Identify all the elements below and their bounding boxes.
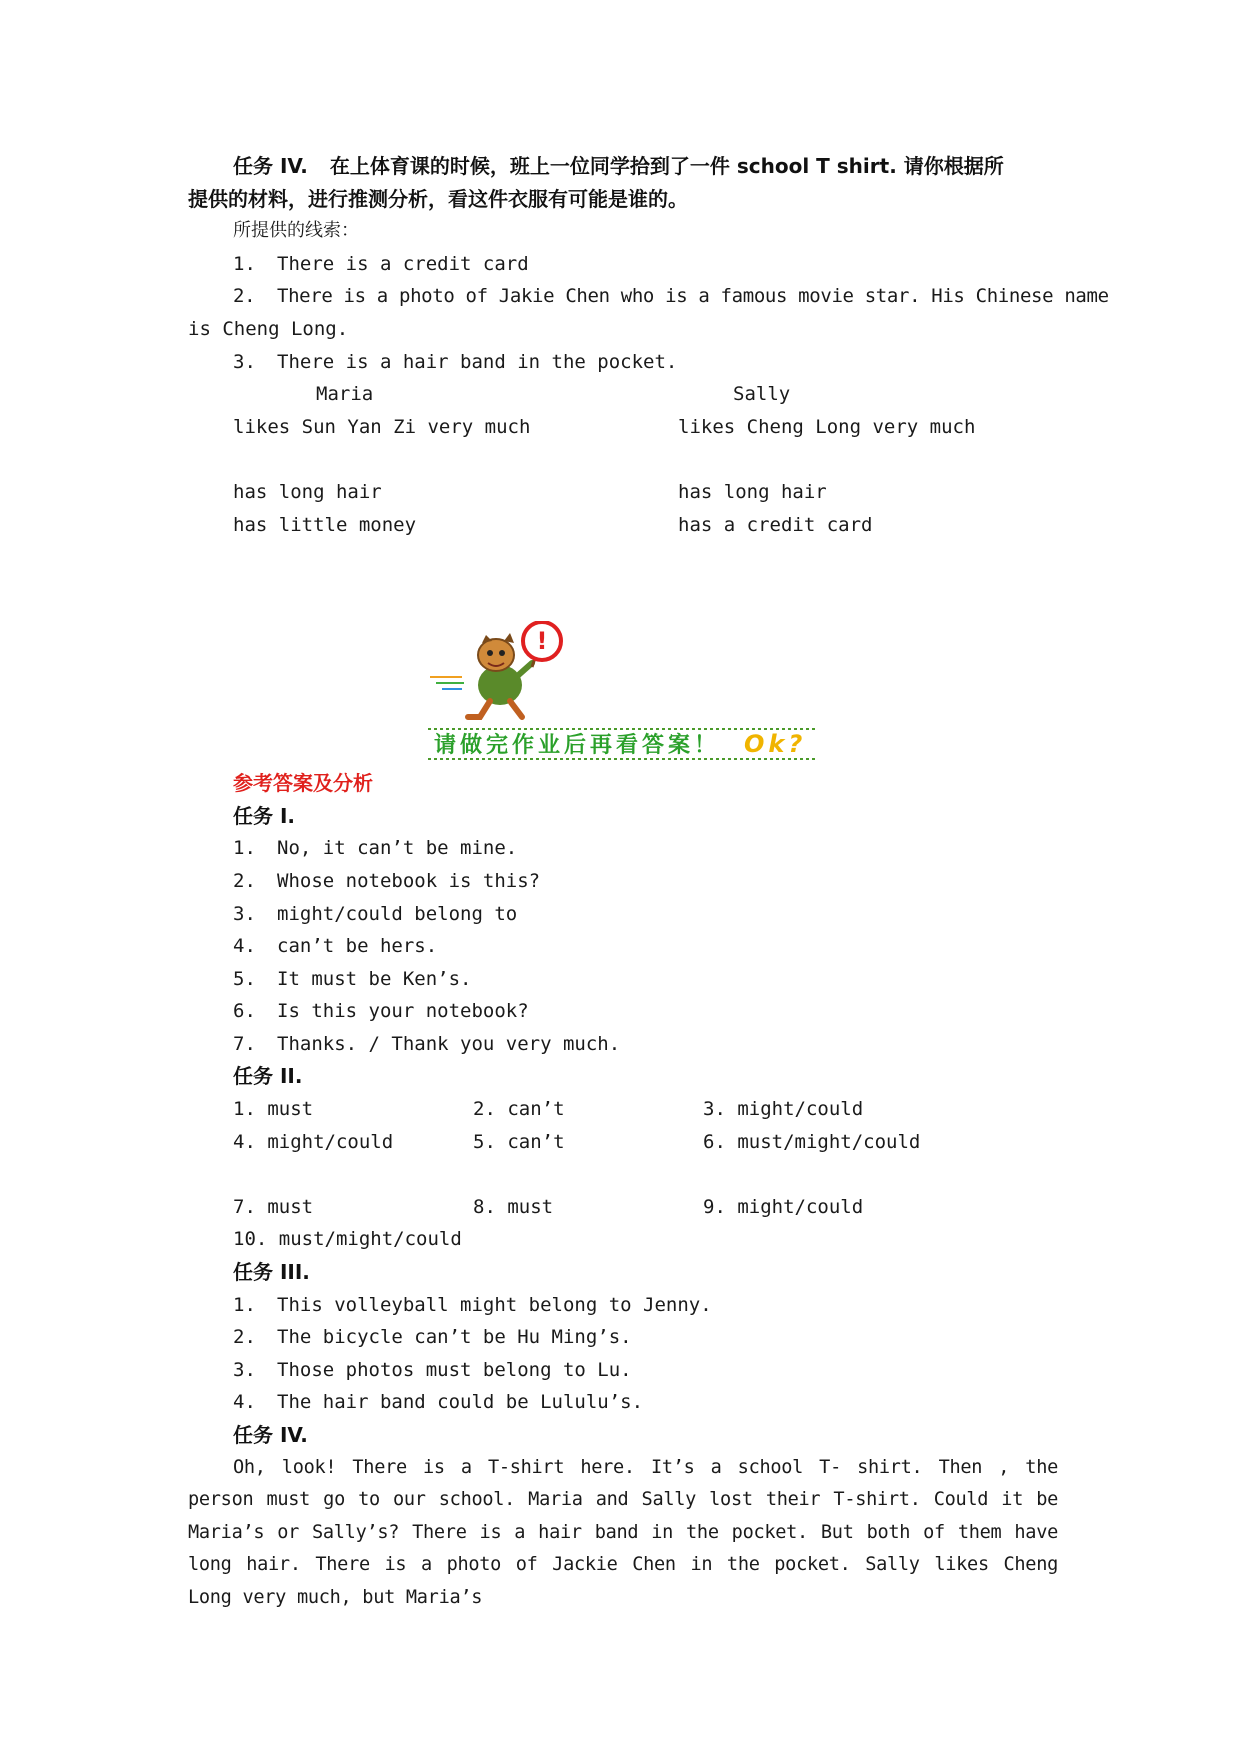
clues-label: 所提供的线索： [233, 220, 359, 242]
section4-title: 任务 IV. [233, 1423, 308, 1447]
task4-heading-line2: 提供的材料，进行推测分析，看这件衣服有可能是谁的。 [188, 186, 688, 211]
maria-trait: likes Sun Yan Zi very much [233, 415, 531, 438]
task4-instruction-1: 在上体育课的时候，班上一位同学拾到了一件 school T shirt. 请你根据所 [329, 154, 1004, 178]
trait-row [188, 476, 1058, 509]
section4-paragraph: Oh, look! There is a T-shirt here. It’s a school T- shirt. Then , the person must go to our school. Maria and Sally lost their T-shirt. Could it be Maria’s or Sally’s? There is a hair band in the pocket. But both of them have long hair. There is a photo of Jackie Chen in the pocket. Sally likes Cheng Long very much, but Maria’s [188, 1456, 1058, 1608]
task4-heading-line1 [188, 150, 1058, 183]
banner-ok: Ok? [744, 730, 807, 759]
clue-item: 2. There is a photo of Jakie Chen who is a famous movie star. His Chinese name [233, 285, 1109, 308]
clue-item: 3. There is a hair band in the pocket. [233, 350, 678, 373]
answer-grid-row: 1. must 2. can’t 3. might/could [233, 1098, 864, 1121]
answer-item: 7. Thanks. / Thank you very much. [233, 1032, 621, 1055]
maria-trait: has long hair [233, 480, 382, 503]
answer-item: 5. It must be Ken’s. [233, 967, 472, 990]
blank-line [188, 443, 1058, 476]
section1-title: 任务 I. [233, 803, 296, 828]
sally-trait: has long hair [678, 480, 827, 503]
answer-grid-row: 4. might/could 5. can’t 6. must/might/could [233, 1130, 921, 1153]
task4-label: 任务 IV. [233, 154, 308, 178]
blank-line [188, 1158, 1058, 1191]
trait-row [188, 411, 1058, 444]
banner-text: 请做完作业后再看答案！ [434, 733, 721, 759]
clue-item-continuation: is Cheng Long. [188, 317, 349, 340]
answer-item: 2. Whose notebook is this? [233, 869, 541, 892]
answer-grid-row: 10. must/might/could [233, 1228, 462, 1251]
sally-name: Sally [733, 383, 791, 406]
answers-title: 参考答案及分析 [233, 771, 373, 796]
cartoon-character-illustration [428, 621, 818, 761]
answer-item: 6. Is this your notebook? [233, 1000, 529, 1023]
maria-name: Maria [316, 383, 374, 406]
homework-reminder-banner [188, 621, 1058, 761]
section2-title: 任务 II. [233, 1064, 303, 1089]
answer-grid-row: 7. must 8. must 9. might/could [233, 1195, 864, 1218]
answer-item: 2. The bicycle can’t be Hu Ming’s. [233, 1326, 632, 1349]
answer-item: 1. This volleyball might belong to Jenny. [233, 1293, 712, 1316]
section3-title: 任务 III. [233, 1260, 310, 1285]
sally-trait: likes Cheng Long very much [678, 415, 976, 438]
sally-trait: has a credit card [678, 513, 873, 536]
answer-item: 4. The hair band could be Lululu’s. [233, 1391, 644, 1414]
maria-trait: has little money [233, 513, 417, 536]
answer-item: 3. Those photos must belong to Lu. [233, 1358, 632, 1381]
answer-item: 4. can’t be hers. [233, 935, 438, 958]
answer-item: 3. might/could belong to [233, 902, 518, 925]
people-names-row [188, 378, 1058, 411]
answer-item: 1. No, it can’t be mine. [233, 837, 518, 860]
svg-text:!: ! [536, 627, 548, 656]
worksheet-page [188, 150, 1109, 1615]
clue-item: 1. There is a credit card [233, 252, 529, 275]
trait-row [188, 509, 1058, 542]
